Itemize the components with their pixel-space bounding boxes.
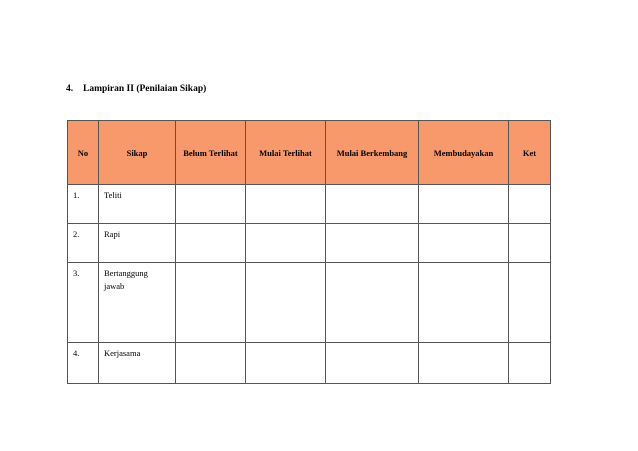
header-ket: Ket <box>509 121 551 185</box>
row-attitude-line: Bertanggung <box>104 268 148 278</box>
cell-mulai-berkembang[interactable] <box>326 343 419 384</box>
header-sikap: Sikap <box>99 121 176 185</box>
cell-ket[interactable] <box>509 224 551 263</box>
table-row <box>68 224 551 263</box>
table-row <box>68 263 551 343</box>
cell-membudayakan[interactable] <box>419 343 509 384</box>
row-number: 3. <box>68 263 99 343</box>
cell-membudayakan[interactable] <box>419 224 509 263</box>
cell-mulai-berkembang[interactable] <box>326 224 419 263</box>
cell-belum-terlihat[interactable] <box>176 263 246 343</box>
table-row <box>68 343 551 384</box>
cell-mulai-berkembang[interactable] <box>326 185 419 224</box>
cell-ket[interactable] <box>509 263 551 343</box>
cell-mulai-terlihat[interactable] <box>246 343 326 384</box>
table-header-row <box>68 121 551 185</box>
header-membudayakan: Membudayakan <box>419 121 509 185</box>
header-mulai-terlihat: Mulai Terlihat <box>246 121 326 185</box>
table-row <box>68 185 551 224</box>
cell-ket[interactable] <box>509 185 551 224</box>
row-attitude: Rapi <box>99 224 176 263</box>
row-number: 2. <box>68 224 99 263</box>
row-attitude-line: jawab <box>104 281 125 291</box>
row-attitude: Kerjasama <box>99 343 176 384</box>
header-belum-terlihat: Belum Terlihat <box>176 121 246 185</box>
cell-mulai-terlihat[interactable] <box>246 263 326 343</box>
cell-membudayakan[interactable] <box>419 185 509 224</box>
section-title: Lampiran II (Penilaian Sikap) <box>83 84 207 94</box>
header-no: No <box>68 121 99 185</box>
section-heading <box>66 84 206 94</box>
cell-ket[interactable] <box>509 343 551 384</box>
cell-belum-terlihat[interactable] <box>176 224 246 263</box>
section-number: 4. <box>66 84 74 94</box>
row-attitude: Teliti <box>99 185 176 224</box>
cell-belum-terlihat[interactable] <box>176 185 246 224</box>
cell-mulai-terlihat[interactable] <box>246 185 326 224</box>
attitude-assessment-table <box>67 120 551 384</box>
row-number: 1. <box>68 185 99 224</box>
row-number: 4. <box>68 343 99 384</box>
header-mulai-berkembang: Mulai Berkembang <box>326 121 419 185</box>
cell-belum-terlihat[interactable] <box>176 343 246 384</box>
cell-mulai-berkembang[interactable] <box>326 263 419 343</box>
row-attitude <box>99 263 176 343</box>
cell-mulai-terlihat[interactable] <box>246 224 326 263</box>
cell-membudayakan[interactable] <box>419 263 509 343</box>
